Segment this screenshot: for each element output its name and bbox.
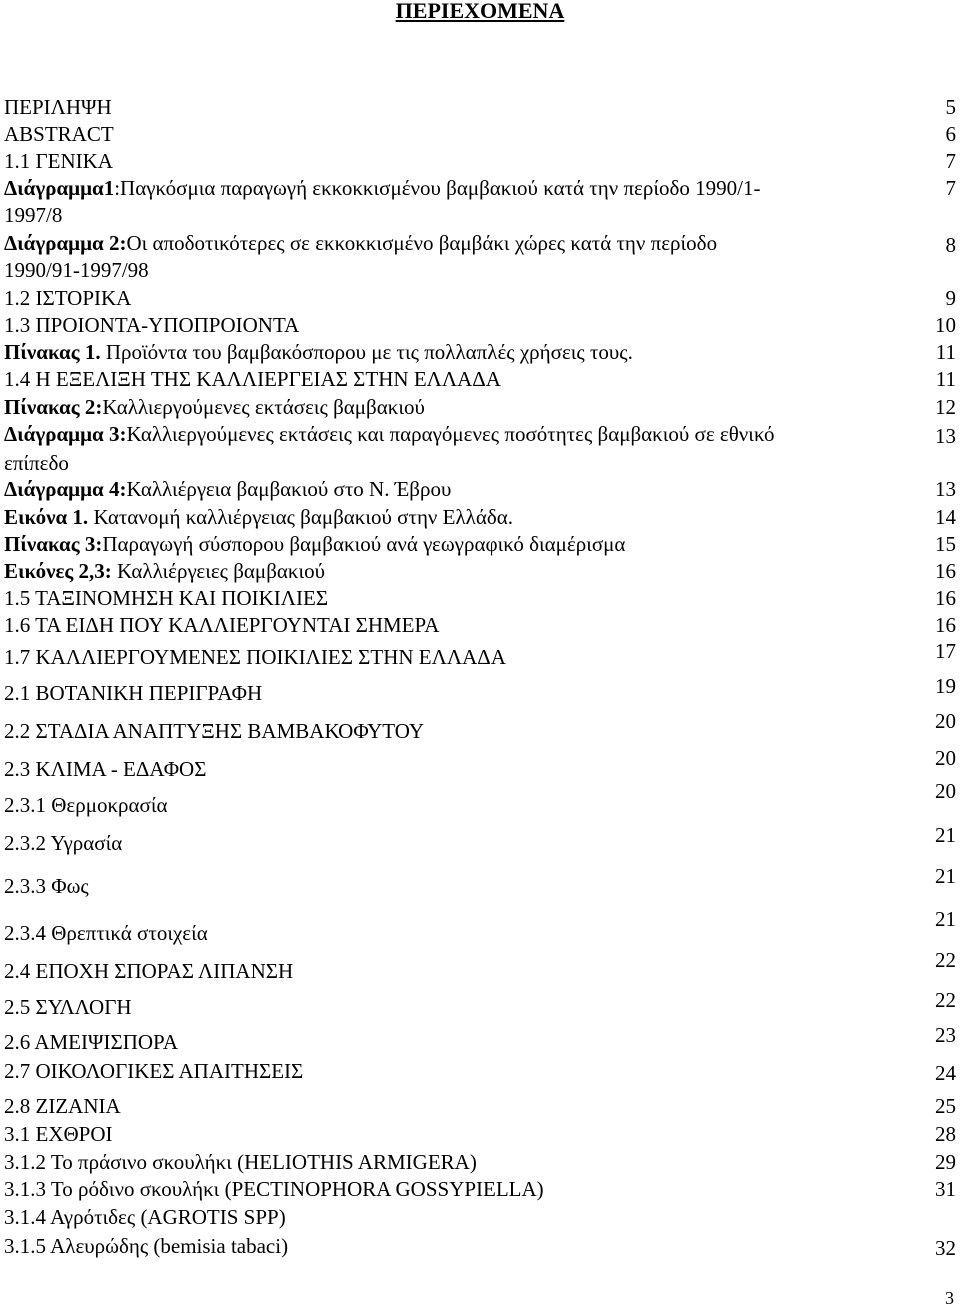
- toc-entry-title: [4, 585, 884, 612]
- toc-entry-title: [4, 285, 884, 312]
- toc-entry-text: 2.3.4 Θρεπτικά στοιχεία: [4, 921, 208, 945]
- toc-entry-page: 13: [935, 424, 956, 448]
- toc-entry-text: 1997/8: [4, 203, 63, 227]
- toc-entry-title: [4, 873, 884, 900]
- page-number: 3: [945, 1288, 954, 1308]
- toc-entry-text: 1.2 ΙΣΤΟΡΙΚΑ: [4, 286, 132, 310]
- toc-entry-text: Καλλιέργειες βαμβακιού: [111, 559, 326, 583]
- toc-entry-title: [4, 680, 884, 707]
- toc-entry-title: [4, 504, 884, 531]
- toc-entry-title: [4, 531, 884, 558]
- toc-entry-page: 20: [935, 779, 956, 803]
- toc-entry-text: Καλλιεργούμενες εκτάσεις βαμβακιού: [102, 395, 425, 419]
- toc-entry-text: 1990/91-1997/98: [4, 258, 149, 282]
- toc-entry-caption: Πίνακας 3:: [4, 532, 103, 556]
- toc-entry-text: :Παγκόσμια παραγωγή εκκοκκισμένου βαμβακιού κατά την περίοδο 1990/1-: [114, 176, 761, 200]
- toc-entry-title: [4, 792, 884, 819]
- toc-entry-title: [4, 558, 884, 585]
- toc-entry-title: [4, 644, 884, 671]
- page-title: ΠΕΡΙΕΧΟΜΕΝΑ: [395, 0, 565, 23]
- toc-entry-page: 16: [935, 613, 956, 637]
- toc-entry-text: 2.2 ΣΤΑΔΙΑ ΑΝΑΠΤΥΞΗΣ ΒΑΜΒΑΚΟΦΥΤΟΥ: [4, 719, 424, 743]
- toc-entry-caption: Διάγραμμα 2:: [4, 231, 127, 255]
- toc-entry-page: 19: [935, 674, 956, 698]
- toc-entry-page: 9: [945, 286, 956, 310]
- toc-entry-text: 3.1.4 Αγρότιδες (AGROTIS SPP): [4, 1205, 286, 1229]
- toc-entry-text: 1.7 ΚΑΛΛΙΕΡΓΟΥΜΕΝΕΣ ΠΟΙΚΙΛΙΕΣ ΣΤΗΝ ΕΛΛΑΔΑ: [4, 645, 506, 669]
- toc-entry-caption: Διάγραμμα1: [4, 176, 115, 200]
- toc-entry-title: [4, 312, 884, 339]
- toc-entry-page: 12: [935, 395, 956, 419]
- toc-entry-page: 6: [945, 122, 956, 146]
- toc-entry-text: Κατανομή καλλιέργειας βαμβακιού στην Ελλάδα.: [88, 505, 514, 529]
- toc-entry-text: 2.3.2 Υγρασία: [4, 831, 123, 855]
- toc-entry-text: 3.1.5 Αλευρώδης (bemisia tabaci): [4, 1234, 289, 1258]
- toc-entry-text: Καλλιεργούμενες εκτάσεις και παραγόμενες ποσότητες βαμβακιού σε εθνικό: [126, 422, 775, 446]
- toc-entry-page: 17: [935, 639, 956, 663]
- toc-entry-page: 28: [935, 1122, 956, 1146]
- toc-entry-title: [4, 394, 884, 421]
- toc-entry-page: 20: [935, 709, 956, 733]
- toc-entry-page: 21: [935, 864, 956, 888]
- toc-entry-text: Παραγωγή σύσπορου βαμβακιού ανά γεωγραφικό διαμέρισμα: [102, 532, 626, 556]
- toc-entry-text: 1.4 Η ΕΞΕΛΙΞΗ ΤΗΣ ΚΑΛΛΙΕΡΓΕΙΑΣ ΣΤΗΝ ΕΛΛΑΔΑ: [4, 367, 501, 391]
- toc-entry-text: ABSTRACT: [4, 122, 114, 146]
- toc-entry-text: 1.3 ΠΡΟΙΟΝΤΑ-ΥΠΟΠΡΟΙΟΝΤΑ: [4, 313, 300, 337]
- toc-entry-title: [4, 202, 884, 229]
- toc-entry-page: 16: [935, 559, 956, 583]
- toc-entry-caption: Πίνακας 1.: [4, 340, 101, 364]
- toc-entry-page: 16: [935, 586, 956, 610]
- toc-entry-caption: Εικόνες 2,3:: [4, 559, 112, 583]
- toc-entry-text: 3.1 ΕΧΘΡΟΙ: [4, 1122, 113, 1146]
- toc-entry-title: [4, 1029, 884, 1056]
- toc-entry-page: 7: [945, 176, 956, 200]
- toc-entry-page: 11: [935, 340, 956, 364]
- toc-entry-text: 2.5 ΣΥΛΛΟΓΗ: [4, 995, 132, 1019]
- toc-entry-text: 3.1.2 Το πράσινο σκουλήκι (HELIOTHIS ARMIGERA): [4, 1150, 477, 1174]
- toc-entry-text: 2.6 ΑΜΕΙΨΙΣΠΟΡΑ: [4, 1030, 178, 1054]
- toc-entry-text: 2.4 ΕΠΟΧΗ ΣΠΟΡΑΣ ΛΙΠΑΝΣΗ: [4, 959, 294, 983]
- toc-entry-title: [4, 1176, 884, 1203]
- toc-entry-title: [4, 1121, 884, 1148]
- toc-entry-title: [4, 1233, 884, 1260]
- toc-entry-caption: Διάγραμμα 3:: [4, 422, 127, 446]
- toc-entry-page: 24: [935, 1061, 956, 1085]
- toc-entry-text: 1.1 ΓΕΝΙΚΑ: [4, 149, 113, 173]
- toc-entry-page: 32: [935, 1236, 956, 1260]
- toc-entry-title: [4, 1093, 884, 1120]
- toc-entry-caption: Εικόνα 1.: [4, 505, 89, 529]
- toc-entry-title: [4, 121, 884, 148]
- toc-entry-page: 21: [935, 907, 956, 931]
- toc-entry-text: 2.8 ΖΙΖΑΝΙΑ: [4, 1094, 121, 1118]
- toc-entry-title: [4, 612, 884, 639]
- toc-entry-title: [4, 366, 884, 393]
- toc-entry-title: [4, 718, 884, 745]
- toc-entry-page: 20: [935, 746, 956, 770]
- toc-entry-page: 22: [935, 948, 956, 972]
- toc-entry-page: 29: [935, 1150, 956, 1174]
- toc-entry-title: [4, 994, 884, 1021]
- toc-entry-text: 1.5 ΤΑΞΙΝΟΜΗΣΗ ΚΑΙ ΠΟΙΚΙΛΙΕΣ: [4, 586, 329, 610]
- toc-entry-page: 8: [945, 233, 956, 257]
- toc-entry-title: [4, 1204, 884, 1231]
- toc-entry-title: [4, 148, 884, 175]
- toc-entry-title: [4, 339, 884, 366]
- toc-entry-caption: Διάγραμμα 4:: [4, 477, 127, 501]
- toc-entry-page: 25: [935, 1094, 956, 1118]
- toc-entry-title: [4, 476, 884, 503]
- toc-entry-title: [4, 230, 884, 257]
- toc-entry-page: 31: [935, 1177, 956, 1201]
- toc-entry-page: 5: [945, 95, 956, 119]
- toc-entry-text: 2.7 ΟΙΚΟΛΟΓΙΚΕΣ ΑΠΑΙΤΗΣΕΙΣ: [4, 1059, 304, 1083]
- toc-entry-text: Προϊόντα του βαμβακόσπορου με τις πολλαπλές χρήσεις τους.: [100, 340, 633, 364]
- toc-entry-page: 15: [935, 532, 956, 556]
- toc-entry-text: Καλλιέργεια βαμβακιού στο Ν. Έβρου: [126, 477, 452, 501]
- toc-entry-text: 2.3 ΚΛΙΜΑ - ΕΔΑΦΟΣ: [4, 757, 207, 781]
- toc-entry-title: [4, 175, 884, 202]
- toc-entry-page: 10: [935, 313, 956, 337]
- toc-entry-page: 14: [935, 505, 956, 529]
- toc-entry-text: 2.3.3 Φως: [4, 874, 89, 898]
- toc-entry-page: 23: [935, 1023, 956, 1047]
- toc-entry-title: [4, 1149, 884, 1176]
- toc-entry-text: 1.6 ΤΑ ΕΙΔΗ ΠΟΥ ΚΑΛΛΙΕΡΓΟΥΝΤΑΙ ΣΗΜΕΡΑ: [4, 613, 440, 637]
- toc-entry-page: 22: [935, 988, 956, 1012]
- toc-entry-text: Οι αποδοτικότερες σε εκκοκκισμένο βαμβάκι χώρες κατά την περίοδο: [126, 231, 718, 255]
- toc-entry-title: [4, 830, 884, 857]
- toc-entry-title: [4, 756, 884, 783]
- toc-entry-page: 11: [935, 367, 956, 391]
- toc-entry-text: 3.1.3 Το ρόδινο σκουλήκι (PECTINOPHORA GOSSYPIELLA): [4, 1177, 544, 1201]
- toc-entry-title: [4, 450, 884, 477]
- toc-entry-caption: Πίνακας 2:: [4, 395, 103, 419]
- toc-entry-title: [4, 421, 884, 448]
- toc-entry-text: 2.3.1 Θερμοκρασία: [4, 793, 168, 817]
- toc-entry-text: 2.1 ΒΟΤΑΝΙΚΗ ΠΕΡΙΓΡΑΦΗ: [4, 681, 263, 705]
- toc-entry-title: [4, 1058, 884, 1085]
- toc-entry-page: 21: [935, 823, 956, 847]
- toc-entry-title: [4, 958, 884, 985]
- toc-entry-text: επίπεδο: [4, 451, 69, 475]
- toc-entry-title: [4, 257, 884, 284]
- toc-entry-text: ΠΕΡΙΛΗΨΗ: [4, 95, 112, 119]
- toc-entry-title: [4, 920, 884, 947]
- toc-entry-page: 7: [945, 149, 956, 173]
- toc-entry-title: [4, 94, 884, 121]
- toc-entry-page: 13: [935, 477, 956, 501]
